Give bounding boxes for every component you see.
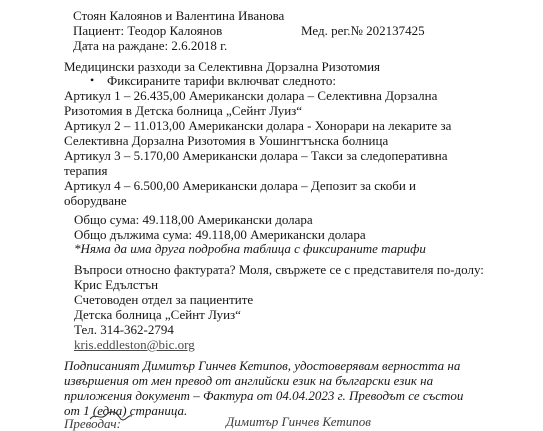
date-of-birth: Дата на раждане: 2.6.2018 г. bbox=[73, 38, 228, 53]
handwritten-signature-icon bbox=[88, 410, 134, 422]
article-2-line-1: Артикул 2 – 11.013,00 Американски долара - Хонорари на лекарите за bbox=[64, 118, 452, 133]
contact-email-link[interactable]: kris.eddleston@bic.org bbox=[74, 337, 195, 352]
patient-name: Пациент: Теодор Калоянов bbox=[73, 23, 223, 38]
contact-phone: Тел. 314-362-2794 bbox=[74, 322, 174, 337]
total-sum: Общо сума: 49.118,00 Американски долара bbox=[74, 212, 313, 227]
article-4-line-2: оборудване bbox=[64, 193, 127, 208]
contact-department: Счетоводен отдел за пациентите bbox=[74, 292, 254, 307]
tariffs-intro: Фиксираните тарифи включват следното: bbox=[107, 73, 336, 88]
article-1-line-1: Артикул 1 – 26.435,00 Американски долара – Селективна Дорзална bbox=[64, 88, 438, 103]
contact-hospital: Детска болница „Сейнт Луиз“ bbox=[74, 307, 241, 322]
medical-registration: Мед. рег.№ 202137425 bbox=[301, 23, 425, 38]
article-2-line-2: Селективна Дорзална Ризотомия в Уошингтънска болница bbox=[64, 133, 389, 148]
article-1-line-2: Ризотомия в Детска болница „Сейнт Луиз“ bbox=[64, 103, 303, 118]
tariff-note: *Няма да има друга подробна таблица с фиксираните тарифи bbox=[74, 241, 426, 256]
signature-name: Димитър Гинчев Кетипов bbox=[226, 414, 371, 429]
contact-name: Крис Едълстън bbox=[74, 277, 159, 292]
contact-question: Въпроси относно фактурата? Моля, свържете се с представителя по-долу: bbox=[74, 262, 484, 277]
article-3-line-2: терапия bbox=[64, 163, 108, 178]
total-due: Общо дължима сума: 49.118,00 Американски долара bbox=[74, 227, 366, 242]
certification-line-1: Подписаният Димитър Гинчев Кетипов, удостоверявам верността на bbox=[64, 358, 461, 373]
signature-prefix: Преводач: bbox=[64, 416, 121, 431]
article-4-line-1: Артикул 4 – 6.500,00 Американски долара – Депозит за скоби и bbox=[64, 178, 416, 193]
certification-line-4: от 1 (една) страница. bbox=[64, 403, 188, 418]
article-3-line-1: Артикул 3 – 5.170,00 Американски долара – Такси за следоперативна bbox=[64, 148, 448, 163]
bullet-icon: • bbox=[90, 73, 95, 87]
expenses-title: Медицински разходи за Селективна Дорзална Ризотомия bbox=[64, 59, 380, 74]
certification-line-3: приложения документ – Фактура от 04.04.2023 г. Преводът се състои bbox=[64, 388, 464, 403]
parents-names: Стоян Калоянов и Валентина Иванова bbox=[73, 8, 285, 23]
certification-line-2: извършения от мен превод от английски език на български език на bbox=[64, 373, 434, 388]
